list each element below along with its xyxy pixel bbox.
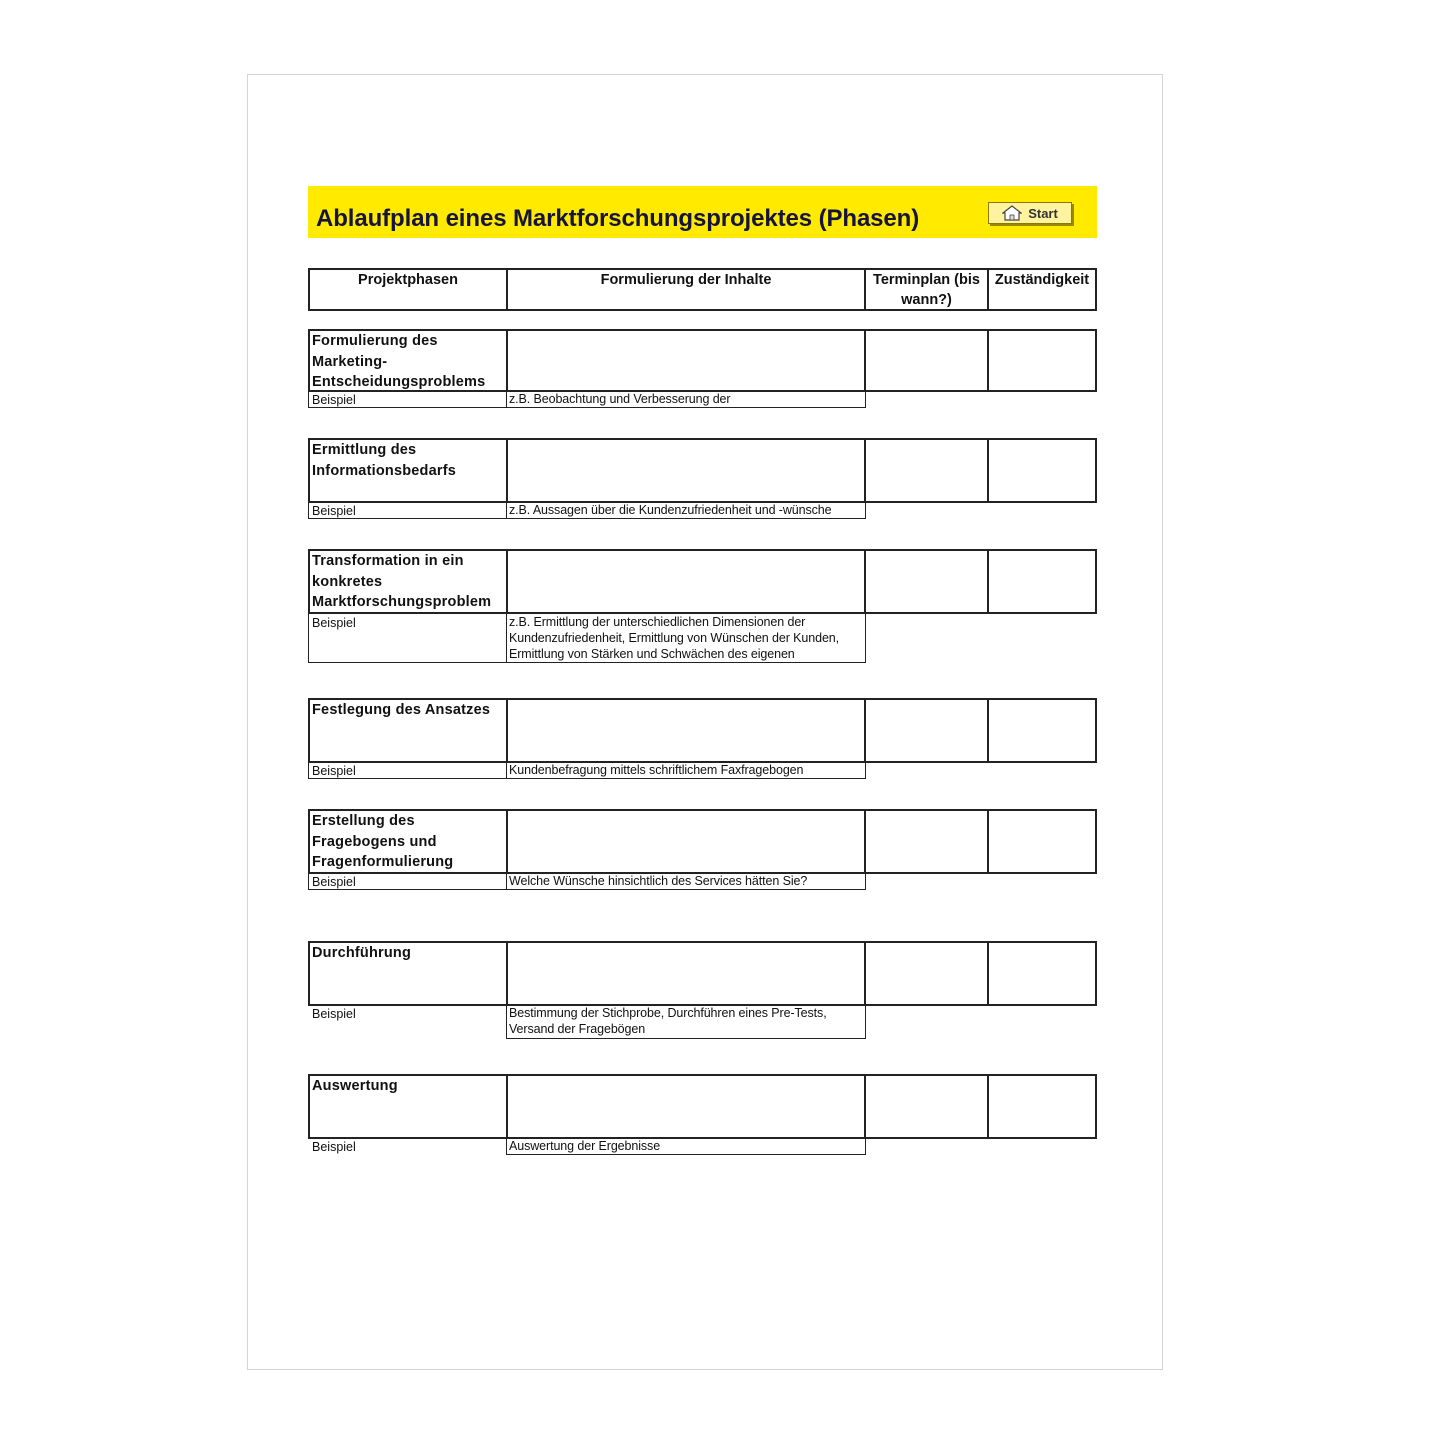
column-divider xyxy=(864,941,866,1006)
column-divider xyxy=(987,941,989,1006)
column-divider xyxy=(864,438,866,503)
column-divider xyxy=(506,809,508,874)
phase-name: Durchführung xyxy=(312,945,412,961)
phase-name: Festlegung des Ansatzes xyxy=(312,702,491,718)
example-text: Bestimmung der Stichprobe, Durchführen eines Pre-Tests, Versand der Fragebögen xyxy=(509,1006,827,1036)
example-label: Beispiel xyxy=(312,1140,356,1154)
example-text: z.B. Aussagen über die Kundenzufriedenheit und -wünsche xyxy=(509,503,832,517)
column-divider xyxy=(506,1074,508,1139)
phase-main-row xyxy=(308,941,1097,1006)
column-divider xyxy=(987,549,989,614)
column-divider xyxy=(506,438,508,503)
title-banner xyxy=(308,186,1097,238)
column-divider xyxy=(987,1074,989,1139)
example-label: Beispiel xyxy=(312,504,356,518)
column-divider xyxy=(506,872,507,890)
column-divider xyxy=(506,612,507,663)
example-text: z.B. Beobachtung und Verbesserung der xyxy=(509,392,731,406)
start-button[interactable] xyxy=(988,202,1072,224)
column-divider xyxy=(864,1074,866,1139)
start-button-label: Start xyxy=(1028,205,1058,221)
phase-name: Transformation in ein konkretes Marktforschungsproblem xyxy=(312,553,492,610)
column-divider xyxy=(506,698,508,763)
example-text: z.B. Ermittlung der unterschiedlichen Dimensionen der Kundenzufriedenheit, Ermittlung von Wünschen der Kunden, Ermittlung von Stärken und Schwächen des eigenen xyxy=(509,615,840,661)
column-divider xyxy=(506,390,507,408)
column-divider xyxy=(506,549,508,614)
header-formulierung: Formulierung der Inhalte xyxy=(600,272,772,288)
phase-main-row xyxy=(308,1074,1097,1139)
column-divider xyxy=(987,329,989,392)
column-divider xyxy=(864,698,866,763)
column-divider xyxy=(506,501,507,519)
phase-name: Erstellung des Fragebogens und Fragenformulierung xyxy=(312,813,454,870)
header-terminplan: Terminplan (bis wann?) xyxy=(873,272,980,308)
column-divider xyxy=(987,698,989,763)
example-label: Beispiel xyxy=(312,875,356,889)
header-projektphasen: Projektphasen xyxy=(358,272,458,288)
home-icon xyxy=(1002,205,1022,221)
example-text: Auswertung der Ergebnisse xyxy=(509,1139,661,1153)
page-title: Ablaufplan eines Marktforschungsprojektes (Phasen) xyxy=(316,205,920,232)
column-divider xyxy=(987,438,989,503)
column-divider xyxy=(987,809,989,874)
column-divider xyxy=(506,941,508,1006)
phase-name: Ermittlung des Informationsbedarfs xyxy=(312,442,456,479)
example-label: Beispiel xyxy=(312,393,356,407)
column-divider xyxy=(506,329,508,392)
example-text: Kundenbefragung mittels schriftlichem Faxfragebogen xyxy=(509,763,804,777)
example-label: Beispiel xyxy=(312,616,356,630)
phase-name: Auswertung xyxy=(312,1078,398,1094)
example-label: Beispiel xyxy=(312,1007,356,1021)
column-divider xyxy=(506,761,507,779)
example-text: Welche Wünsche hinsichtlich des Services hätten Sie? xyxy=(509,874,808,888)
phase-name: Formulierung des Marketing- Entscheidungsproblems xyxy=(312,333,486,390)
header-zustaendigkeit: Zuständigkeit xyxy=(994,272,1090,288)
example-label: Beispiel xyxy=(312,764,356,778)
column-divider xyxy=(864,549,866,614)
column-divider xyxy=(864,329,866,392)
column-divider xyxy=(864,809,866,874)
